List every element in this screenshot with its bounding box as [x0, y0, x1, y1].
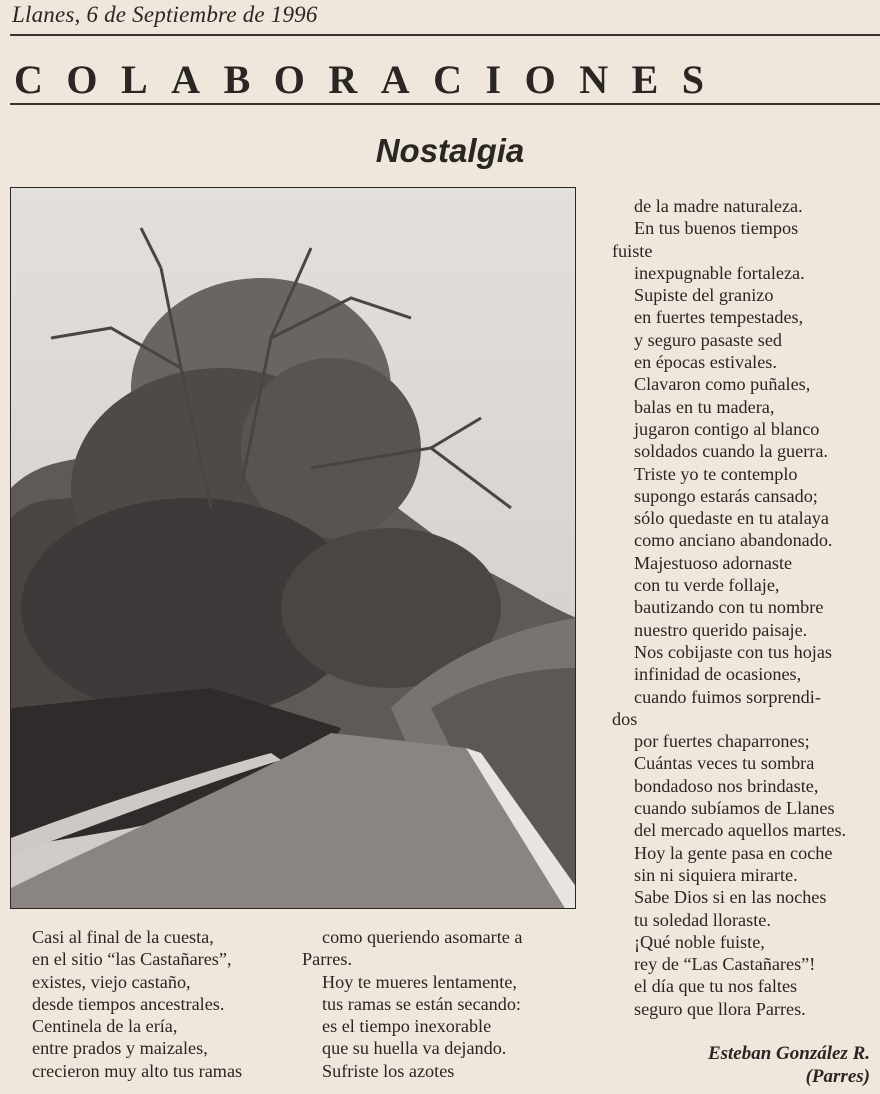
poem-line: el día que tu nos faltes — [634, 976, 798, 997]
poem-line: Sufriste los azotes — [322, 1060, 455, 1081]
poem-line: entre prados y maizales, — [32, 1038, 208, 1059]
poem-line: Nos cobijaste con tus hojas — [634, 641, 833, 662]
poem-line: sólo quedaste en tu atalaya — [634, 508, 829, 529]
poem-line: Clavaron como puñales, — [634, 374, 811, 395]
poem-line: crecieron muy alto tus ramas — [32, 1060, 243, 1081]
poem-line: ¡Qué noble fuiste, — [634, 931, 765, 952]
poem-column-2 — [302, 926, 523, 1082]
poem-line: con tu verde follaje, — [634, 575, 780, 596]
poem-line: Casi al final de la cuesta, — [32, 927, 214, 947]
poem-line: cuando subíamos de Llanes — [634, 798, 835, 819]
poem-line: seguro que llora Parres. — [634, 998, 806, 1019]
author-name: Esteban González R. — [707, 1043, 870, 1064]
poem-line: tu soledad lloraste. — [634, 909, 771, 930]
poem-line: En tus buenos tiempos — [634, 218, 799, 239]
poem-line: por fuertes chaparrones; — [634, 731, 810, 752]
section-heading: COLABORACIONES — [14, 57, 728, 102]
poem-line: cuando fuimos sorprendi- — [634, 686, 821, 707]
poem-line: dos — [612, 708, 638, 729]
poem-line: Hoy te mueres lentamente, — [322, 971, 517, 992]
poem-line: rey de “Las Castañares”! — [634, 954, 816, 975]
poem-line: tus ramas se están secando: — [322, 993, 521, 1014]
poem-line: y seguro pasaste sed — [634, 329, 782, 350]
tree-road-photo-icon — [11, 188, 576, 909]
poem-line: existes, viejo castaño, — [32, 971, 191, 992]
poem-line: jugaron contigo al blanco — [634, 418, 820, 439]
poem-line: que su huella va dejando. — [322, 1038, 507, 1059]
poem-line: bautizando con tu nombre — [634, 597, 824, 618]
poem-line: Cuántas veces tu sombra — [634, 753, 815, 774]
poem-line: Centinela de la ería, — [32, 1016, 178, 1037]
section-rule — [10, 103, 880, 105]
poem-line: bondadoso nos brindaste, — [634, 775, 819, 796]
article-title: Nostalgia — [375, 132, 525, 169]
poem-line: Sabe Dios si en las noches — [634, 887, 827, 908]
poem-line: nuestro querido paisaje. — [634, 619, 808, 640]
poem-line: Supiste del granizo — [634, 285, 774, 306]
poem-line: Majestuoso adornaste — [634, 552, 793, 573]
poem-line: Parres. — [302, 949, 352, 970]
poem-line: supongo estarás cansado; — [634, 485, 818, 506]
poem-line: en el sitio “las Castañares”, — [32, 949, 232, 970]
poem-line: como anciano abandonado. — [634, 530, 833, 551]
poem-line: en épocas estivales. — [634, 352, 777, 373]
poem-line: Triste yo te contemplo — [634, 463, 798, 484]
dateline: Llanes, 6 de Septiembre de 1996 — [12, 2, 318, 27]
author-place: (Parres) — [805, 1066, 870, 1087]
poem-column-3 — [612, 195, 846, 1020]
poem-line: infinidad de ocasiones, — [634, 664, 802, 685]
poem-line: en fuertes tempestades, — [634, 307, 804, 328]
poem-line: soldados cuando la guerra. — [634, 441, 828, 462]
poem-line: desde tiempos ancestrales. — [32, 993, 225, 1014]
poem-line: es el tiempo inexorable — [322, 1016, 492, 1037]
poem-line: del mercado aquellos martes. — [634, 820, 847, 841]
poem-column-1 — [8, 926, 242, 1082]
poem-line: fuiste — [612, 240, 653, 261]
poem-line: de la madre naturaleza. — [634, 196, 803, 216]
poem-line: inexpugnable fortaleza. — [634, 262, 805, 283]
poem-line: como queriendo asomarte a — [322, 927, 523, 947]
header-rule — [10, 34, 880, 36]
poem-line: sin ni siquiera mirarte. — [634, 864, 798, 885]
article-photo — [10, 187, 576, 909]
poem-line: balas en tu madera, — [634, 396, 775, 417]
poem-line: Hoy la gente pasa en coche — [634, 842, 833, 863]
